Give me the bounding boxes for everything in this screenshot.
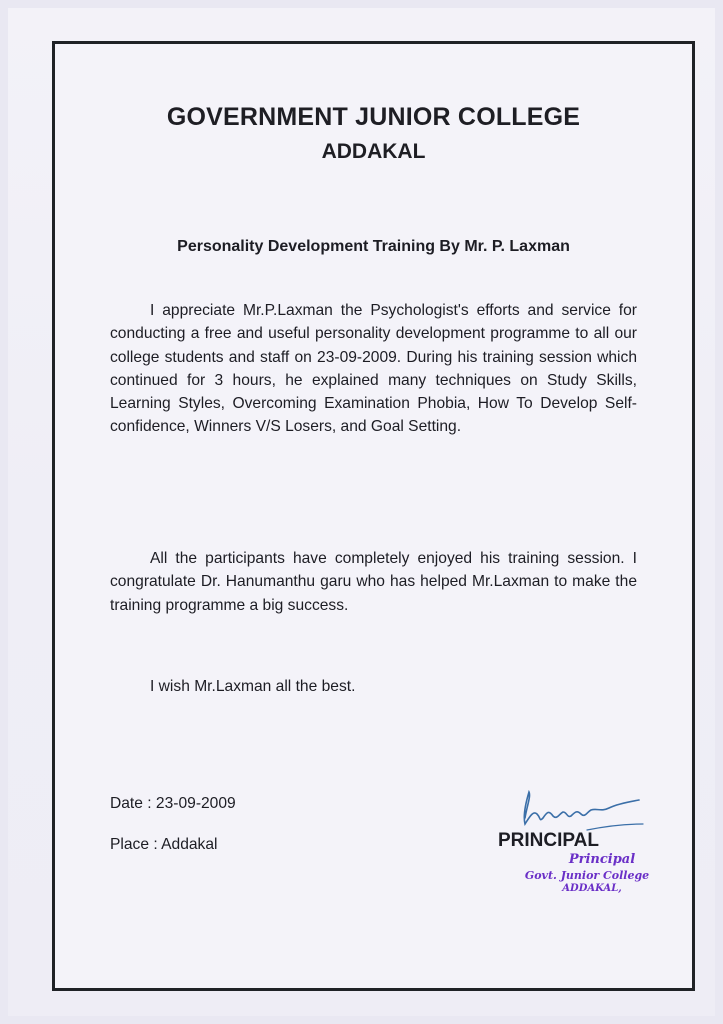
seal-line-3: ADDAKAL, <box>562 883 622 894</box>
body-paragraph-1: I appreciate Mr.P.Laxman the Psychologist's efforts and service for conducting a free and useful personality development programme to all our college students and staff on 23-09-2009. During his training session which continued for 3 hours, he explained many techniques on Study Skills, Learning Styles, Overcoming Examination Phobia, How To Develop Self-confidence, Winners V/S Losers, and Goal Setting. <box>110 302 637 436</box>
signatory-title: PRINCIPAL <box>498 830 599 851</box>
seal-line-1: Principal <box>568 852 636 867</box>
college-name: GOVERNMENT JUNIOR COLLEGE <box>166 103 581 131</box>
body-paragraph-2: All the participants have completely enjoyed his training session. I congratulate Dr. Hanumanthu garu who has helped Mr.Laxman to make the training programme a big success. <box>110 550 637 614</box>
issue-place: Place : Addakal <box>110 836 218 853</box>
certificate-subject: Personality Development Training By Mr. P. Laxman <box>177 238 570 255</box>
certificate-border <box>52 41 695 991</box>
official-seal <box>507 852 667 894</box>
seal-line-2: Govt. Junior College <box>524 869 650 882</box>
issue-date: Date : 23-09-2009 <box>110 795 236 812</box>
college-location: ADDAKAL <box>321 140 426 163</box>
body-paragraph-3: I wish Mr.Laxman all the best. <box>150 678 356 695</box>
document-page <box>8 8 715 1016</box>
